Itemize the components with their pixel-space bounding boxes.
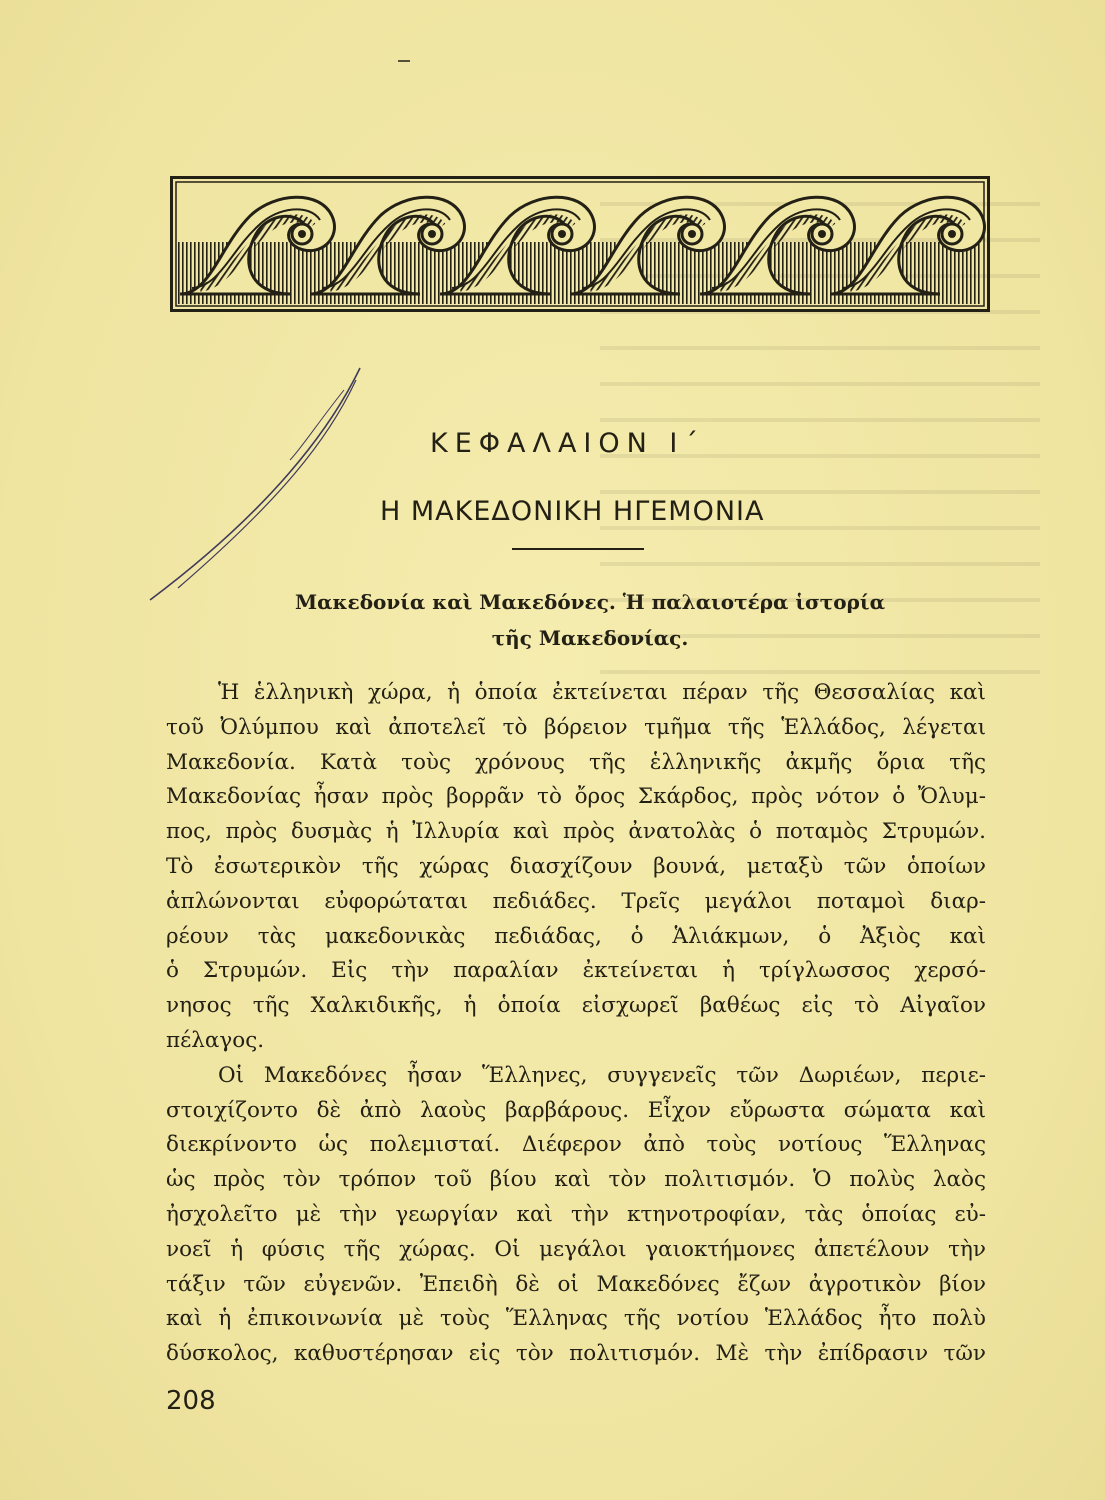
text-line: Ἡ ἑλληνικὴ χώρα, ἡ ὁποία ἐκτείνεται πέραν τῆς Θεσσαλίας καὶ bbox=[218, 680, 986, 705]
text-line: ἁπλώνονται εὐφορώταται πεδιάδες. Τρεῖς μεγάλοι ποταμοὶ διαρ- bbox=[166, 888, 986, 914]
text-line: νοεῖ ἡ φύσις τῆς χώρας. Οἱ μεγάλοι γαιοκτήμονες ἀπετέλουν τὴν bbox=[166, 1236, 986, 1262]
text-line: καὶ ἡ ἐπικοινωνία μὲ τοὺς Ἕλληνας τῆς νοτίου Ἑλλάδος ἦτο πολὺ bbox=[166, 1306, 986, 1332]
text-line: Οἱ Μακεδόνες ἦσαν Ἕλληνες, συγγενεῖς τῶν Δωριέων, περιε- bbox=[218, 1062, 986, 1088]
text-line: Τὸ ἐσωτερικὸν τῆς χώρας διασχίζουν βουνά, μεταξὺ τῶν ὁποίων bbox=[166, 853, 986, 879]
text-line: ἠσχολεῖτο μὲ τὴν γεωργίαν καὶ τὴν κτηνοτροφίαν, τὰς ὁποίας εὐ- bbox=[166, 1201, 986, 1227]
text-line: ρέουν τὰς μακεδονικὰς πεδιάδας, ὁ Ἁλιάκμων, ὁ Ἀξιὸς καὶ bbox=[166, 923, 986, 949]
text-line: Μακεδονία. Κατὰ τοὺς χρόνους τῆς ἑλληνικῆς ἀκμῆς ὅρια τῆς bbox=[166, 749, 986, 775]
chapter-title: Η ΜΑΚΕΔΟΝΙΚΗ ΗΓΕΜΟΝΙΑ bbox=[380, 496, 765, 527]
ink-speck bbox=[398, 60, 410, 62]
text-line: τάξιν τῶν εὐγενῶν. Ἐπειδὴ δὲ οἱ Μακεδόνες ἔζων ἀγροτικὸν βίον bbox=[166, 1271, 986, 1297]
section-subheading bbox=[240, 584, 940, 656]
page-number: 208 bbox=[166, 1386, 216, 1416]
text-line: πέλαγος. bbox=[166, 1027, 265, 1053]
text-line: τοῦ Ὀλύμπου καὶ ἀποτελεῖ τὸ βόρειον τμῆμα τῆς Ἑλλάδος, λέγεται bbox=[166, 714, 986, 740]
body-text bbox=[166, 676, 986, 1372]
subheading-line: Μακεδονία καὶ Μακεδόνες. Ἡ παλαιοτέρα ἱστορία bbox=[295, 590, 885, 614]
text-line: διεκρίνοντο ὡς πολεμισταί. Διέφερον ἀπὸ τοὺς νοτίους Ἕλληνας bbox=[166, 1132, 986, 1158]
chapter-label: ΚΕΦΑΛΑΙΟΝ Ι΄ bbox=[430, 428, 705, 459]
pencil-mark bbox=[130, 360, 370, 610]
text-line: Μακεδονίας ἦσαν πρὸς βορρᾶν τὸ ὄρος Σκάρδος, πρὸς νότον ὁ Ὄλυμ- bbox=[166, 784, 986, 810]
subheading-line: τῆς Μακεδονίας. bbox=[491, 626, 689, 650]
text-line: δύσκολος, καθυστέρησαν εἰς τὸν πολιτισμόν. Μὲ τὴν ἐπίδρασιν τῶν bbox=[166, 1341, 986, 1367]
title-rule bbox=[512, 548, 644, 550]
text-line: ὁ Στρυμών. Εἰς τὴν παραλίαν ἐκτείνεται ἡ τρίγλωσσος χερσό- bbox=[166, 958, 986, 984]
text-line: ὡς πρὸς τὸν τρόπον τοῦ βίου καὶ τὸν πολιτισμόν. Ὁ πολὺς λαὸς bbox=[166, 1167, 986, 1193]
text-line: στοιχίζοντο δὲ ἀπὸ λαοὺς βαρβάρους. Εἶχον εὔρωστα σώματα καὶ bbox=[166, 1097, 986, 1123]
wave-ornament-header bbox=[170, 176, 990, 312]
text-line: πος, πρὸς δυσμὰς ἡ Ἰλλυρία καὶ πρὸς ἀνατολὰς ὁ ποταμὸς Στρυμών. bbox=[166, 819, 986, 845]
text-line: νησος τῆς Χαλκιδικῆς, ἡ ὁποία εἰσχωρεῖ βαθέως εἰς τὸ Αἰγαῖον bbox=[166, 993, 986, 1019]
